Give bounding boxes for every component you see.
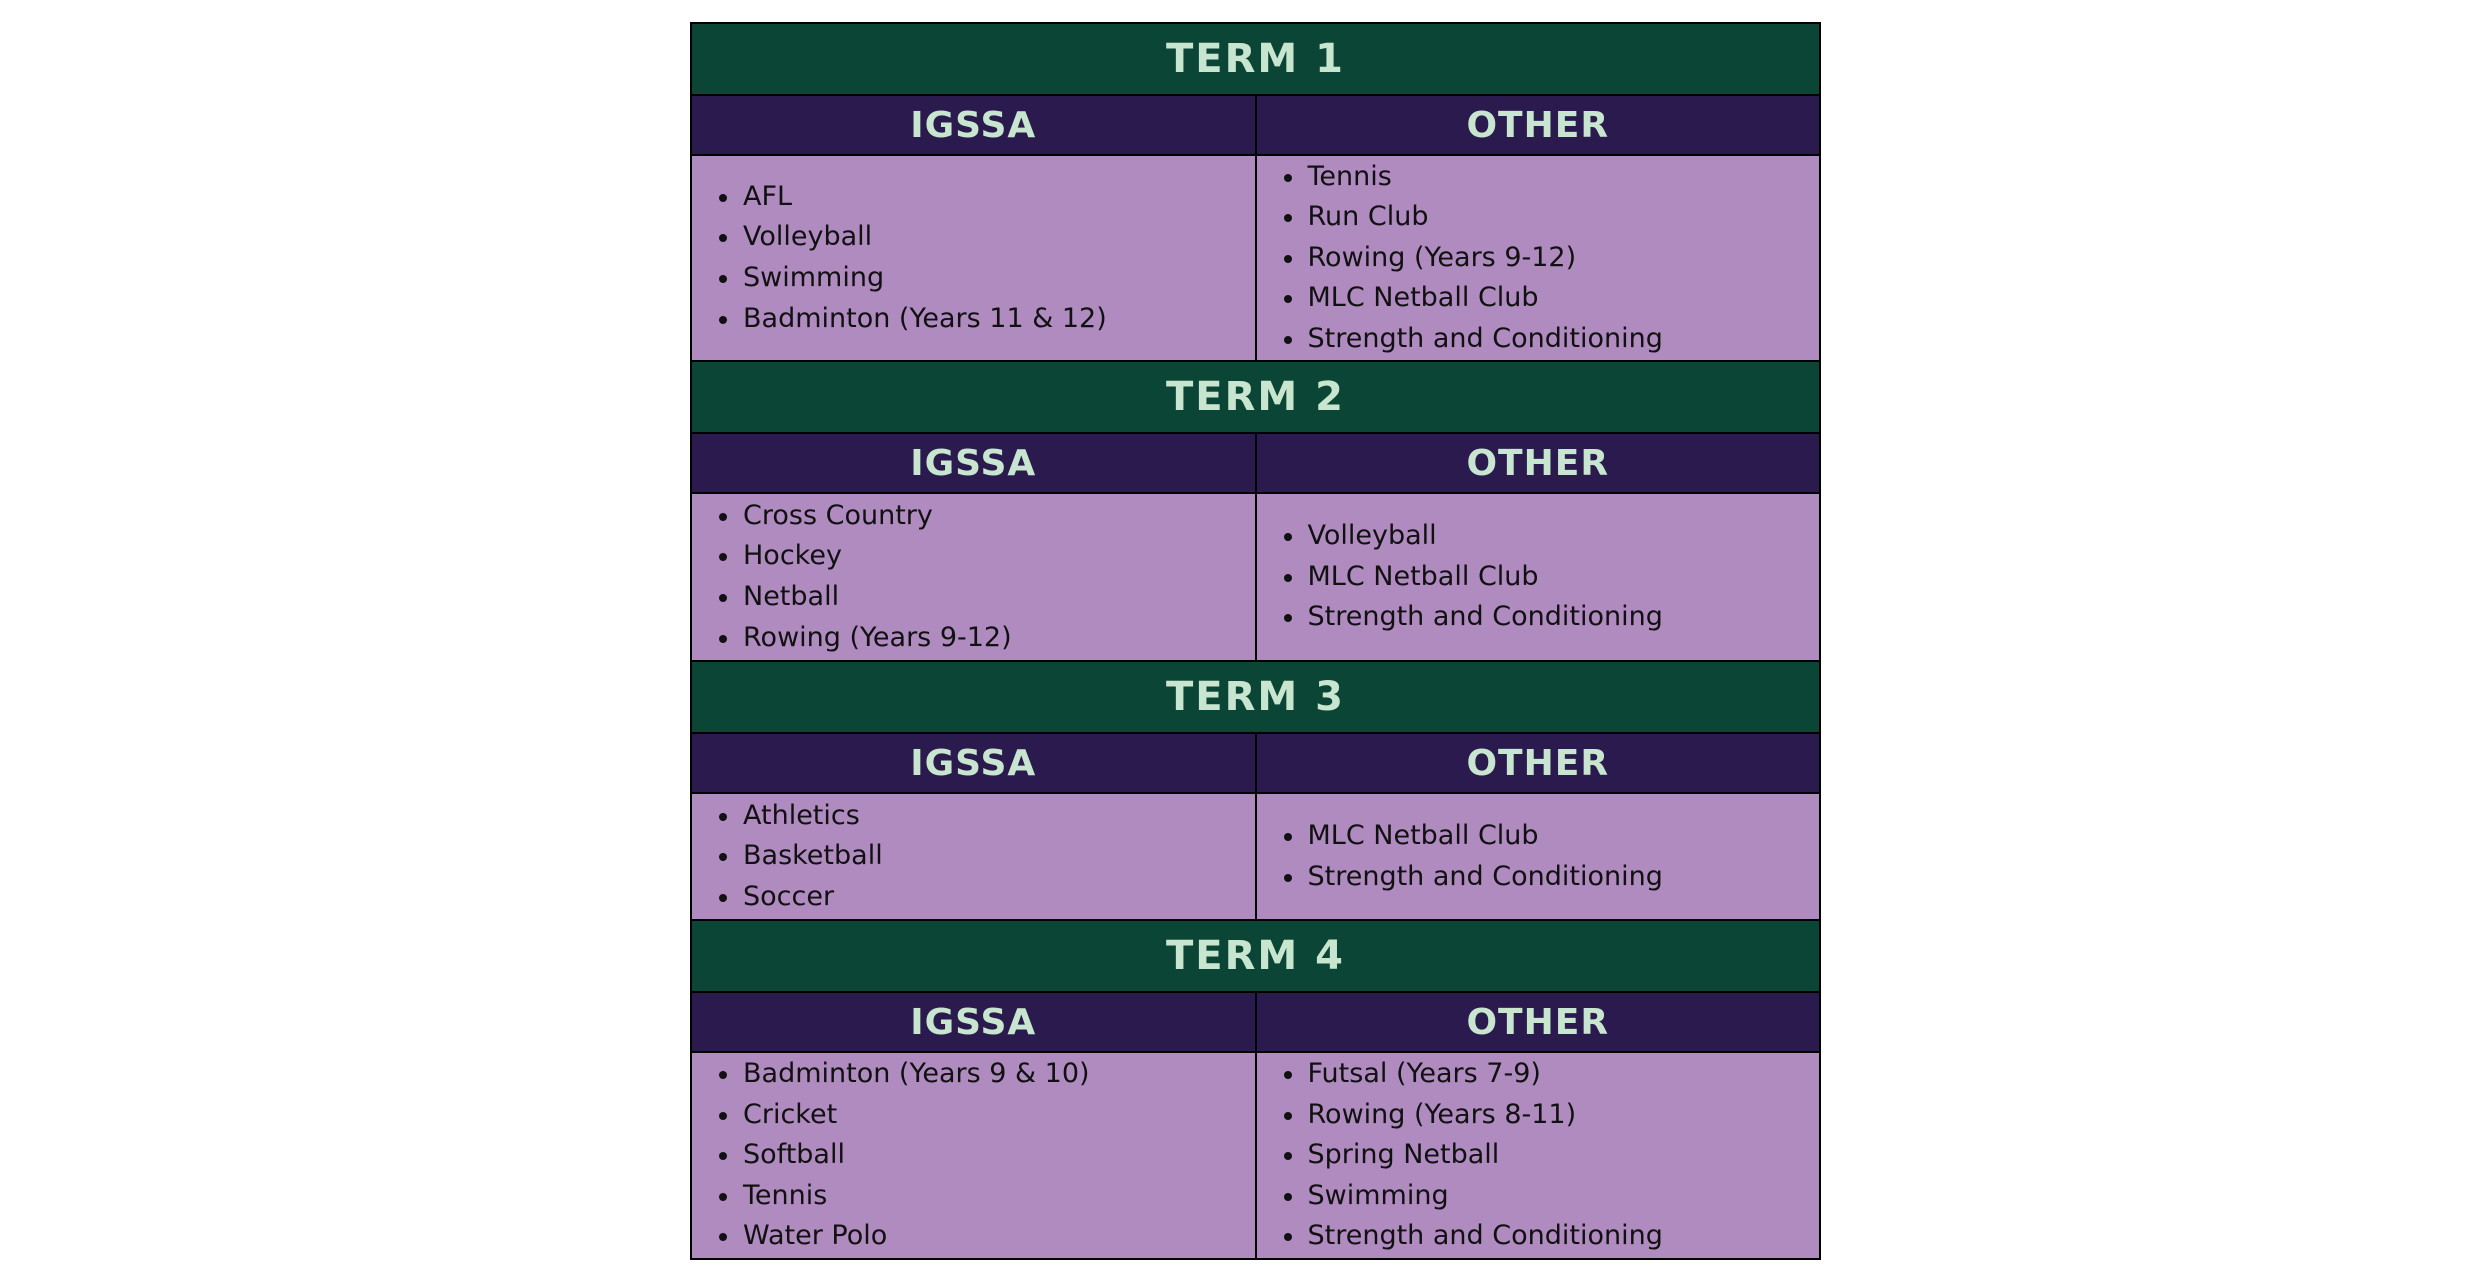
other-sports-cell	[1256, 793, 1821, 920]
other-sports-list	[1257, 157, 1820, 360]
sport-list-item: MLC Netball Club	[1308, 557, 1820, 598]
sports-list-row	[691, 155, 1820, 361]
sport-list-item: Rowing (Years 8-11)	[1308, 1095, 1820, 1136]
sport-list-item: Rowing (Years 9-12)	[743, 618, 1255, 659]
other-sports-cell	[1256, 155, 1821, 361]
column-header-row	[691, 433, 1820, 493]
sport-list-item: Strength and Conditioning	[1308, 319, 1820, 360]
igssa-sports-cell	[691, 493, 1256, 661]
sport-list-item: Strength and Conditioning	[1308, 1216, 1820, 1257]
sport-list-item: Cross Country	[743, 496, 1255, 537]
sport-list-item: Tennis	[743, 1176, 1255, 1217]
sports-list-row	[691, 493, 1820, 661]
sport-list-item: Rowing (Years 9-12)	[1308, 238, 1820, 279]
other-sports-list	[1257, 516, 1820, 638]
sport-list-item: Cricket	[743, 1095, 1255, 1136]
other-header: OTHER	[1256, 733, 1821, 793]
sport-list-item: Water Polo	[743, 1216, 1255, 1257]
sport-list-item: Swimming	[1308, 1176, 1820, 1217]
sport-list-item: Softball	[743, 1135, 1255, 1176]
igssa-sports-list	[692, 177, 1255, 339]
igssa-header: IGSSA	[691, 95, 1256, 155]
igssa-header: IGSSA	[691, 992, 1256, 1052]
igssa-sports-cell	[691, 155, 1256, 361]
sports-list-row	[691, 793, 1820, 920]
sport-list-item: Volleyball	[743, 217, 1255, 258]
sport-list-item: Netball	[743, 577, 1255, 618]
sport-list-item: Futsal (Years 7-9)	[1308, 1054, 1820, 1095]
column-header-row	[691, 95, 1820, 155]
term-row	[691, 920, 1820, 992]
other-sports-list	[1257, 816, 1820, 897]
sport-list-item: Volleyball	[1308, 516, 1820, 557]
sport-list-item: Spring Netball	[1308, 1135, 1820, 1176]
igssa-sports-list	[692, 496, 1255, 658]
igssa-sports-list	[692, 796, 1255, 918]
sports-list-row	[691, 1052, 1820, 1259]
igssa-sports-list	[692, 1054, 1255, 1257]
term-title: TERM 4	[691, 920, 1820, 992]
term-sports-table	[690, 22, 1821, 1260]
other-header: OTHER	[1256, 433, 1821, 493]
sport-list-item: Athletics	[743, 796, 1255, 837]
igssa-sports-cell	[691, 1052, 1256, 1259]
igssa-header: IGSSA	[691, 733, 1256, 793]
term-row	[691, 661, 1820, 733]
sport-list-item: Strength and Conditioning	[1308, 857, 1820, 898]
other-header: OTHER	[1256, 95, 1821, 155]
sport-list-item: Badminton (Years 9 & 10)	[743, 1054, 1255, 1095]
sport-list-item: AFL	[743, 177, 1255, 218]
term-row	[691, 361, 1820, 433]
sport-list-item: MLC Netball Club	[1308, 278, 1820, 319]
other-sports-cell	[1256, 1052, 1821, 1259]
sport-list-item: Swimming	[743, 258, 1255, 299]
sport-list-item: Badminton (Years 11 & 12)	[743, 299, 1255, 340]
other-header: OTHER	[1256, 992, 1821, 1052]
sport-list-item: Run Club	[1308, 197, 1820, 238]
sport-list-item: Strength and Conditioning	[1308, 597, 1820, 638]
other-sports-list	[1257, 1054, 1820, 1257]
other-sports-cell	[1256, 493, 1821, 661]
term-title: TERM 2	[691, 361, 1820, 433]
igssa-sports-cell	[691, 793, 1256, 920]
igssa-header: IGSSA	[691, 433, 1256, 493]
sport-list-item: Soccer	[743, 877, 1255, 918]
term-title: TERM 3	[691, 661, 1820, 733]
term-row	[691, 23, 1820, 95]
column-header-row	[691, 733, 1820, 793]
sport-list-item: Hockey	[743, 536, 1255, 577]
column-header-row	[691, 992, 1820, 1052]
sport-list-item: Tennis	[1308, 157, 1820, 198]
term-title: TERM 1	[691, 23, 1820, 95]
sport-list-item: Basketball	[743, 836, 1255, 877]
sport-list-item: MLC Netball Club	[1308, 816, 1820, 857]
